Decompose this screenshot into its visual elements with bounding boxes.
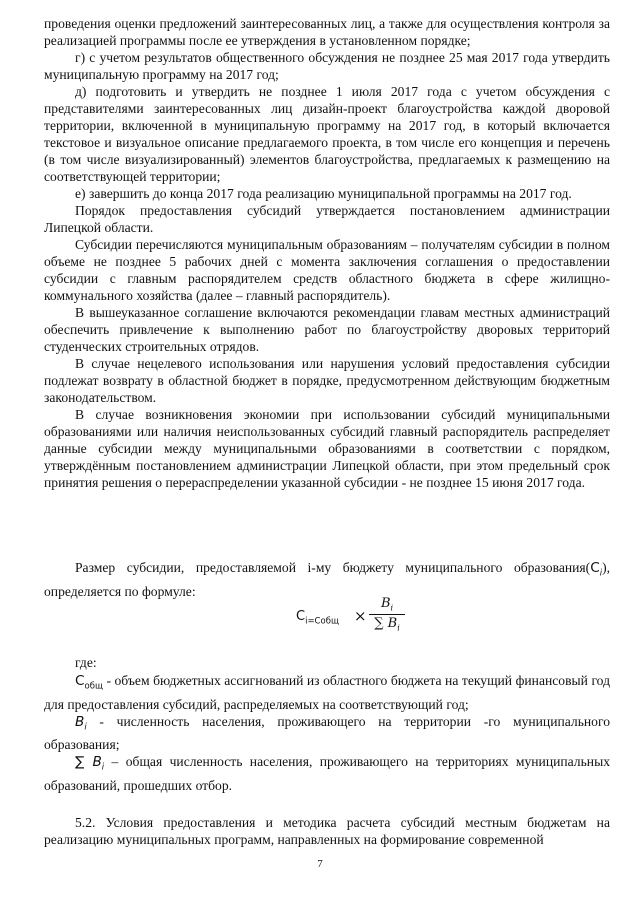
definitions-list xyxy=(44,672,610,794)
page-number: 7 xyxy=(317,858,323,870)
paragraph-item-d: д) подготовить и утвердить не позднее 1 июля 2017 года с учетом обсуждения с представителями заинтересованных лиц дизайн-проект благоустройства каждой дворовой территории, включенной в муниципальную программу на 2017 год, в который включается текстовое и визуальное описание предлагаемого проекта, в том числе его концепция и перечень (в том числе визуализированный) элементов благоустройства, предлагаемых к размещению на соответствующей территории; xyxy=(44,84,610,184)
c-i-symbol: $С_i$ xyxy=(590,560,603,579)
paragraph-misuse: В случае нецелевого использования или нарушения условий предоставления субсидии подлежат возврату в областной бюджет в порядке, предусмотренном действующим бюджетным законодательством. xyxy=(44,356,610,405)
paragraph-size-intro: Размер субсидии, предоставляемой i-му бюджету муниципального $образования(С_i)$, определяется по формуле: xyxy=(44,560,610,599)
paragraph-savings: В случае возникновения экономии при использовании субсидий муниципальными образованиями или наличия неиспользованных субсидий главный распорядитель распределяет данные субсидии между муниципальными образованиями в соответствии с порядком, утверждённым постановлением администрации Липецкой области, при этом предельный срок принятия решения о перераспределении указанной субсидии - не позднее 15 июня 2017 года. xyxy=(44,407,610,490)
formula-fraction xyxy=(369,596,405,632)
paragraph-item-e: е) завершить до конца 2017 года реализацию муниципальной программы на 2017 год. xyxy=(75,186,572,201)
subsidy-formula xyxy=(296,596,406,640)
paragraph-continuation: проведения оценки предложений заинтересованных лиц, а также для осуществления контроля за реализацией программы после ее утверждения в установленном порядке; xyxy=(44,16,610,48)
fraction-numerator: $B_i$ xyxy=(380,596,394,613)
paragraph-procedure: Порядок предоставления субсидий утверждается постановлением администрации Липецкой области. xyxy=(44,203,610,235)
fraction-denominator: ∑ $B_i$ xyxy=(374,615,400,633)
paragraph-item-g: г) с учетом результатов общественного обсуждения не позднее 25 мая 2017 года утвердить муниципальную программу на 2017 год; xyxy=(44,50,610,82)
paragraph-agreement: В вышеуказанное соглашение включаются рекомендации главам местных администраций обеспечить привлечение к выполнению работ по благоустройству дворовых территорий студенческих строительных отрядов. xyxy=(44,305,610,354)
fraction-bar xyxy=(369,614,405,615)
body-text-top xyxy=(44,15,610,491)
definition-c-total: $С_{общ}$ - объем бюджетных ассигнований из областного бюджета на текущий финансовый год для предоставления субсидий, распределяемых на соответствующий год; xyxy=(44,673,610,712)
where-label: где: xyxy=(75,655,97,670)
definition-sum-b: ∑ $B_i$ – общая численность населения, проживающего на территориях муниципальных образований, прошедших отбор. xyxy=(44,754,610,794)
section-5-2 xyxy=(44,814,610,848)
multiply-sign: × xyxy=(354,607,367,625)
formula-lhs: $С_{i=Собщ}$ xyxy=(296,609,339,627)
paragraph-transfer: Субсидии перечисляются муниципальным образованиям – получателям субсидии в полном объеме не позднее 5 рабочих дней с момента заключения соглашения о предоставлении субсидии с главным распорядителем средств областного бюджета в сфере жилищно-коммунального хозяйства (далее – главный распорядитель). xyxy=(44,237,610,303)
definition-b-i: $B_i$ - численность населения, проживающего на территории -го муниципального образования; xyxy=(44,713,610,753)
section-5-2-heading: 5.2. Условия предоставления и методика расчета субсидий местным бюджетам на реализацию муниципальных программ, направленных на формирование современной xyxy=(44,815,610,847)
body-text-formula-section xyxy=(44,559,610,600)
